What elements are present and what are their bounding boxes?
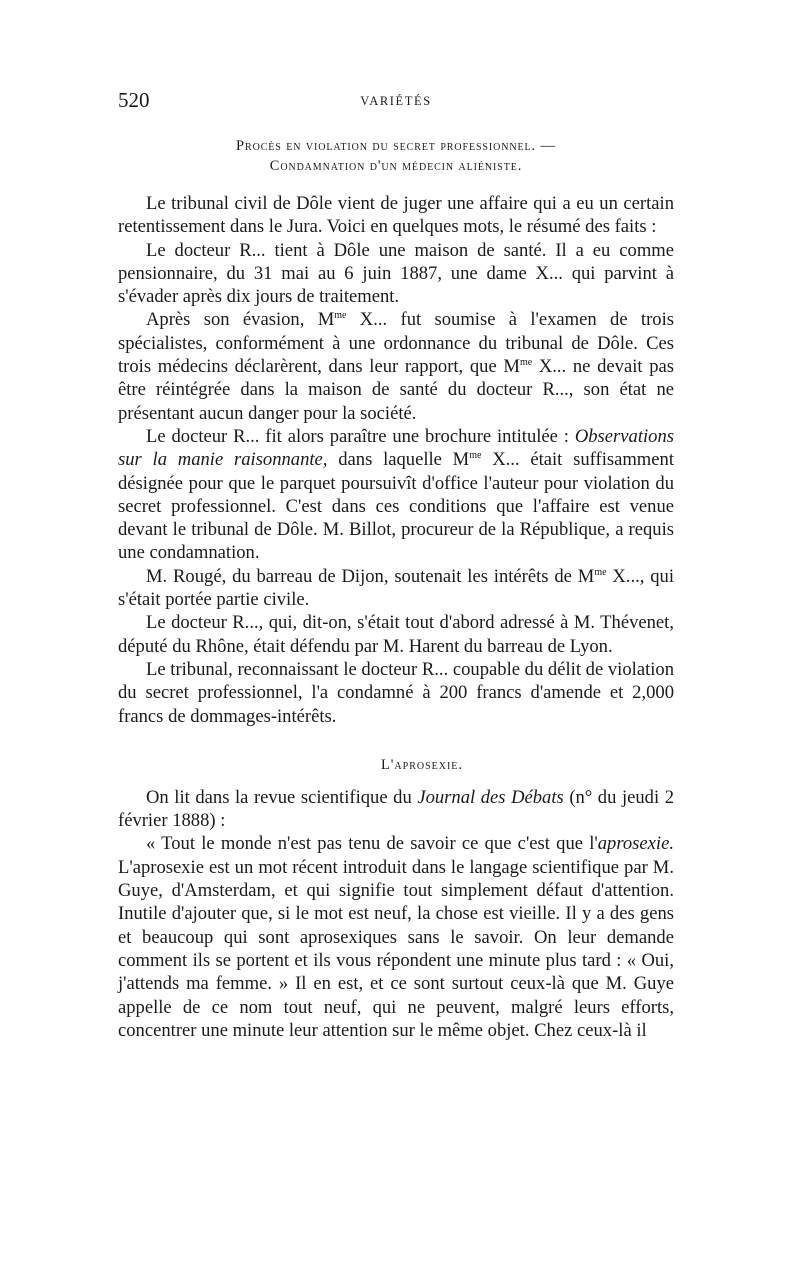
superscript: me <box>334 310 347 322</box>
text-run: Le docteur R... fit alors paraître une brochure intitulée : <box>146 425 575 447</box>
text-run: X... était suffisamment désignée pour que le parquet poursuivît d'office l'auteur pour violation du secret professionnel. C'est dans ces conditions que l'affaire est venue devant le tribunal de Dôle. M. Billot, procureur de la République, a requis une condamnation. <box>118 449 674 564</box>
section-heading-proces <box>118 136 674 176</box>
text-run: X... ne devait pas être réintégrée dans la maison de santé du docteur R..., son état ne présentant aucun danger pour la société. <box>118 356 674 424</box>
text-run: X..., qui s'était portée partie civile. <box>118 565 675 611</box>
paragraph-facts: Le docteur R... tient à Dôle une maison de santé. Il a eu comme pensionnaire, du 31 mai au 6 juin 1887, une dame X... qui parvint à s'évader après dix jours de traitement. <box>118 239 674 308</box>
text-run: « Tout le monde n'est pas tenu de savoir ce que c'est que l' <box>146 833 598 855</box>
brochure-title: Observations sur la manie raisonnante, <box>118 425 674 471</box>
superscript: me <box>519 356 533 368</box>
running-title: VARIÉTÉS <box>360 94 432 108</box>
page-number: 520 <box>118 88 150 112</box>
text-run: M. Rougé, du barreau de Dijon, soutenait les intérêts de M <box>146 565 595 587</box>
paragraph-rouge <box>118 565 674 612</box>
heading-line-1: Procès en violation du secret professionnel. — <box>236 138 556 154</box>
superscript: me <box>594 566 607 578</box>
paragraph-verdict: Le tribunal, reconnaissant le docteur R... coupable du délit de violation du secret professionnel, l'a condamné à 200 francs d'amende et 2,000 francs de dommages-intérêts. <box>118 658 674 727</box>
text-run: dans laquelle M <box>327 449 470 471</box>
text-run: L'aprosexie est un mot récent introduit dans le langage scientifique par M. Guye, d'Amsterdam, et qui signifie tout simplement défaut d'attention. Inutile d'ajouter que, si le mot est neuf, la chose est vieille. Il y a des gens et beaucoup qui sont aprosexiques sans le savoir. On leur demande comment ils se portent et ils vous répondent une minute plus tard : « Oui, j'attends ma femme. » Il en est, et ce sont surtout ceux-là que M. Guye appelle de ce nom tout neuf, qui ne peuvent, malgré leurs efforts, concentrer une minute leur attention sur le même objet. Chez ceux-là il <box>118 856 674 1041</box>
heading-line-2: Condamnation d'un médecin aliéniste. <box>269 158 523 174</box>
superscript: me <box>469 450 482 462</box>
journal-title: Journal des Débats <box>417 786 564 808</box>
term-aprosexie: aprosexie. <box>597 833 674 855</box>
paragraph-journal-source <box>118 786 674 833</box>
paragraph-evasion <box>118 308 674 424</box>
text-run: On lit dans la revue scientifique du <box>146 786 418 808</box>
section-heading-aprosexie: L'aprosexie. <box>380 756 464 773</box>
paragraph-brochure <box>118 425 674 565</box>
book-page <box>118 88 674 1042</box>
paragraph-defense: Le docteur R..., qui, dit-on, s'était tout d'abord adressé à M. Thévenet, député du Rhône, était défendu par M. Harent du barreau de Lyon. <box>118 612 674 657</box>
text-run: (n° du jeudi 2 février 1888) : <box>118 786 675 832</box>
text-run: Après son évasion, M <box>146 309 335 331</box>
text-run: X... fut soumise à l'examen de trois spécialistes, conformément à une ordonnance du tribunal de Dôle. Ces trois médecins déclarèrent, dans leur rapport, que M <box>118 309 674 378</box>
paragraph-quotation <box>118 832 674 1042</box>
running-head <box>118 88 674 122</box>
paragraph-intro: Le tribunal civil de Dôle vient de juger une affaire qui a eu un certain retentissement dans le Jura. Voici en quelques mots, le résumé des faits : <box>118 193 674 238</box>
